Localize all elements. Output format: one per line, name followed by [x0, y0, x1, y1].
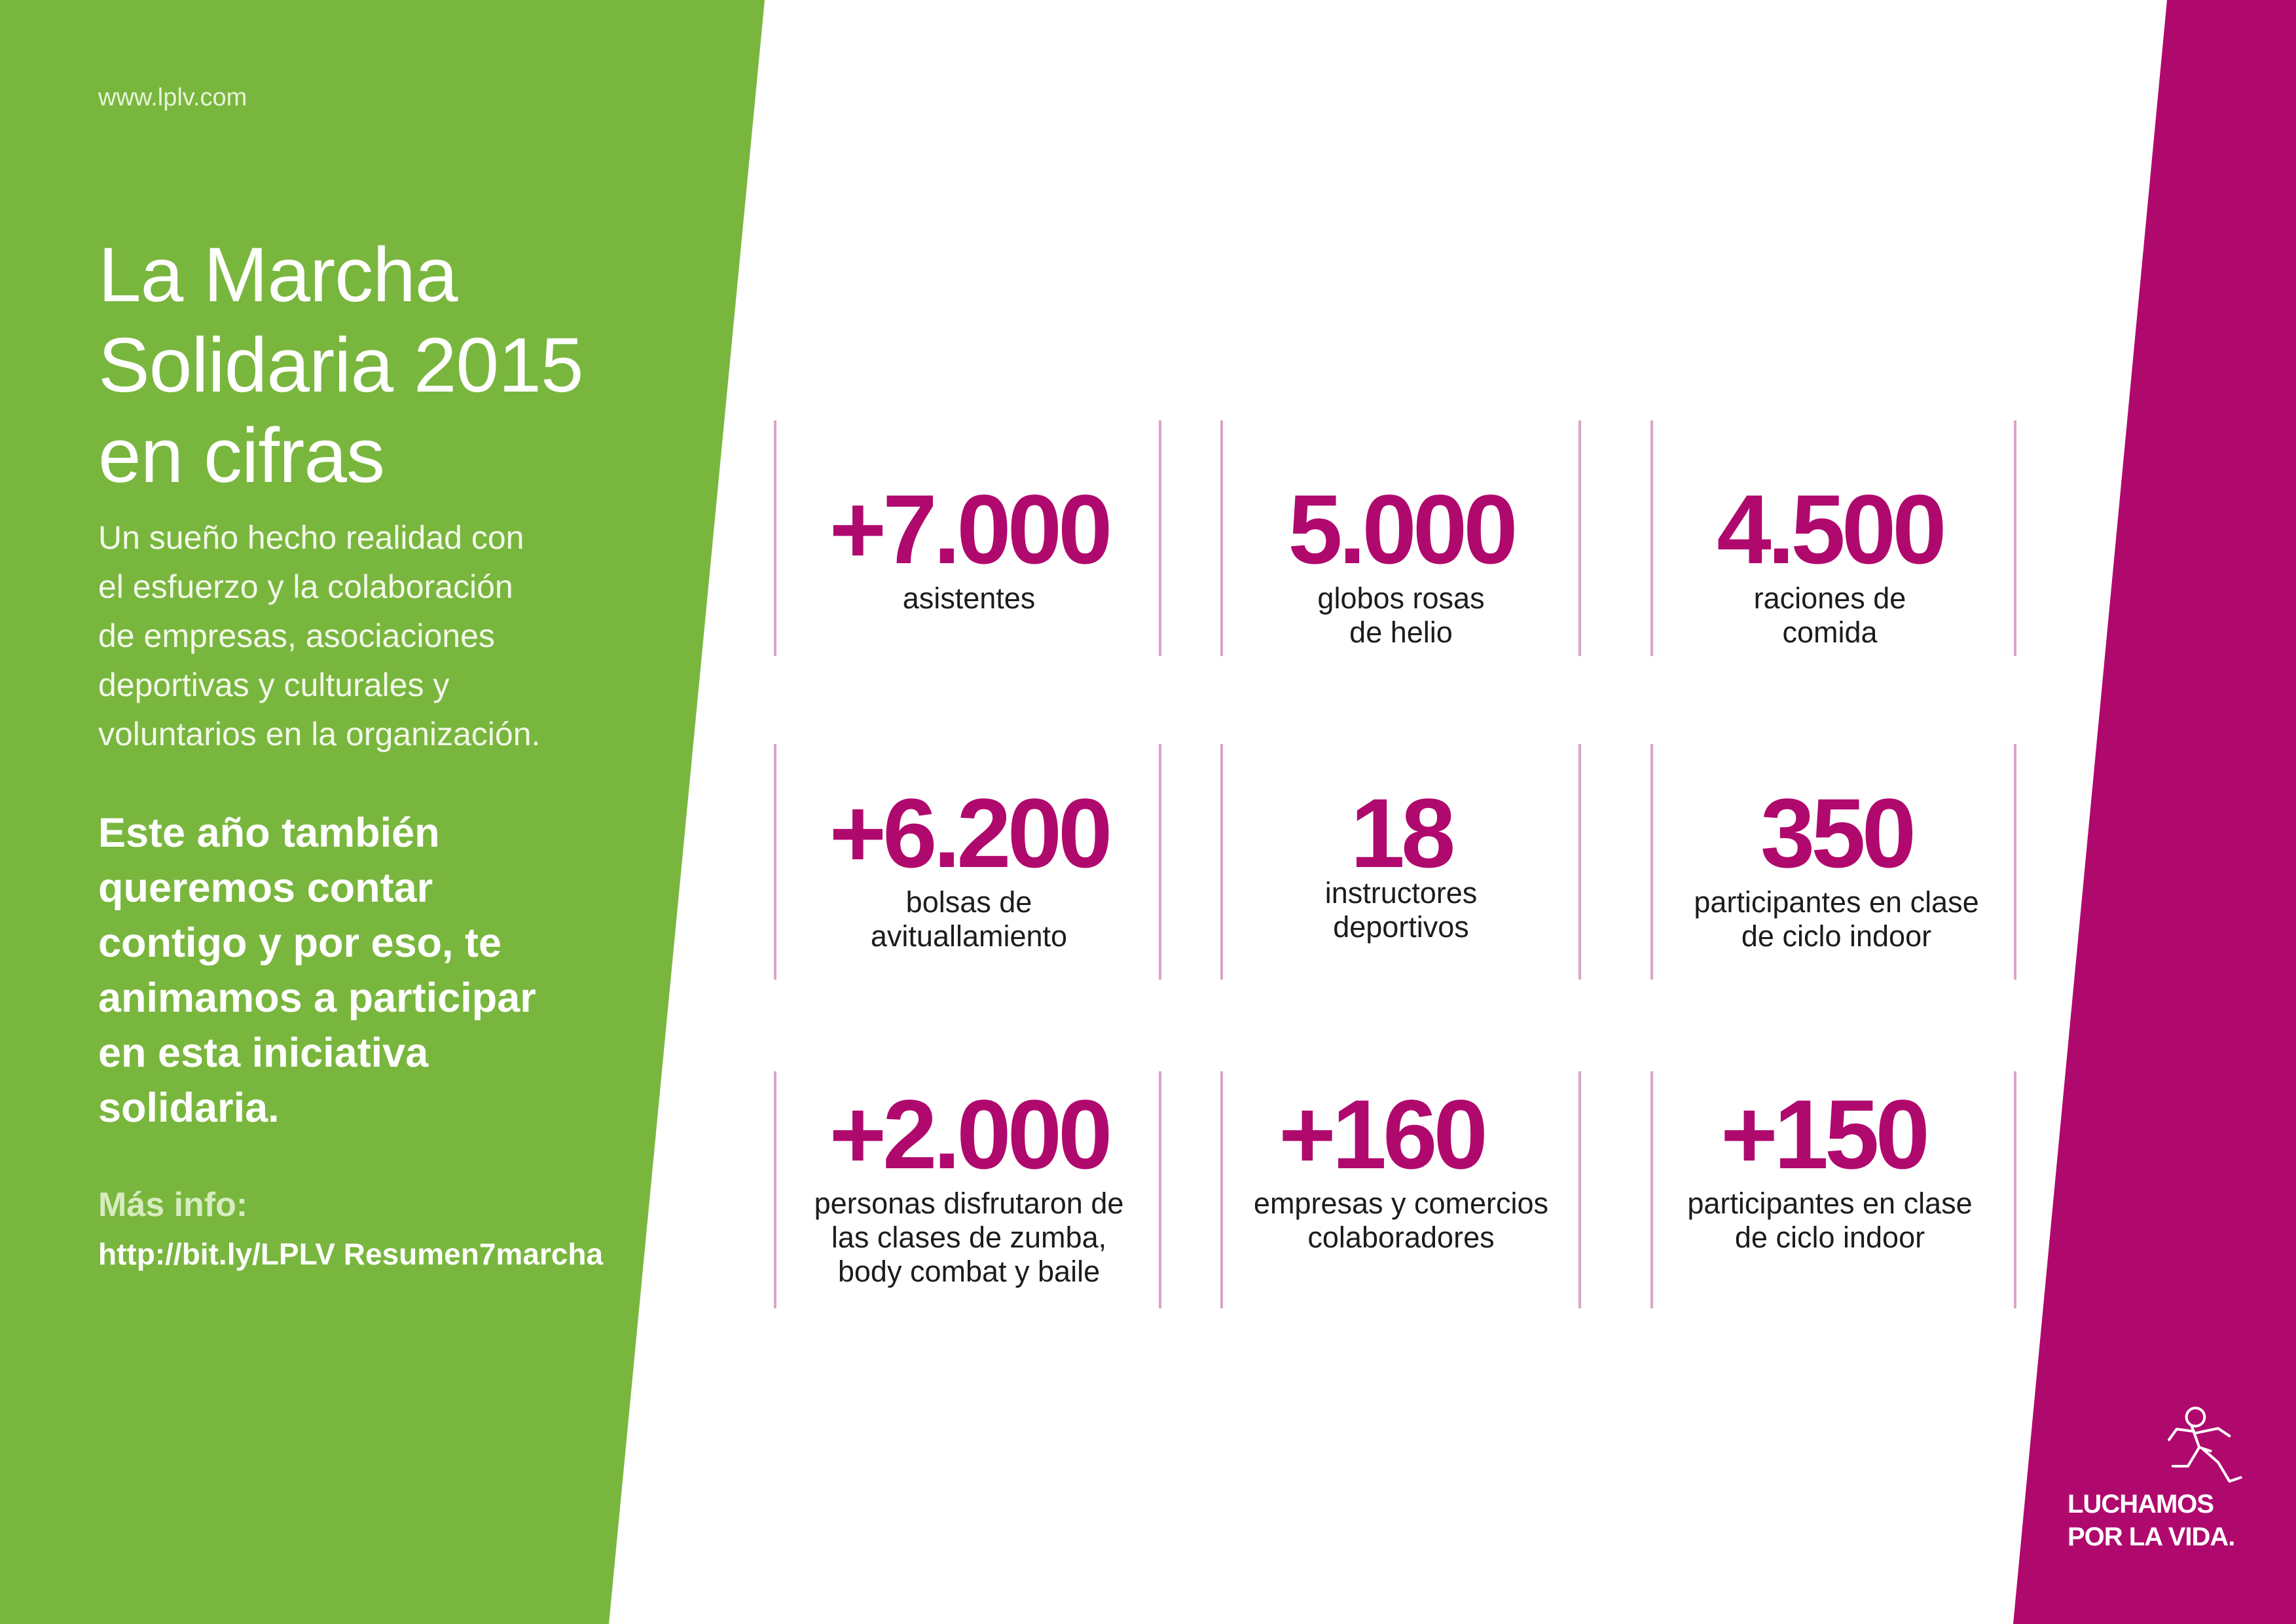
stat-label — [1653, 885, 2020, 953]
stat-cycling-participants — [1653, 778, 2020, 953]
stat-value: +6.200 — [829, 778, 1109, 888]
stat-instructors — [1224, 778, 1578, 944]
stat-cycling-participants-2 — [1653, 1079, 2007, 1255]
more-info-link[interactable]: http://bit.ly/LPLV Resumen7marcha — [98, 1237, 604, 1271]
separator — [1159, 420, 1161, 656]
stat-label-line: avituallamiento — [870, 919, 1068, 953]
stat-supply-bags — [786, 778, 1152, 953]
stat-value: +150 — [1721, 1079, 1926, 1189]
stat-label — [1224, 1187, 1578, 1255]
cta-line: en esta iniciativa — [98, 1030, 429, 1076]
stat-value: +160 — [1279, 1079, 1484, 1189]
stat-label-line: asistentes — [902, 581, 1036, 615]
stat-label-line: de helio — [1349, 616, 1453, 649]
stat-label-line: instructores — [1324, 876, 1478, 910]
separator — [1578, 1071, 1581, 1308]
cta-line: Este año también — [98, 810, 440, 856]
stat-label-line: personas disfrutaron de — [814, 1187, 1124, 1220]
intro-line: de empresas, asociaciones — [98, 618, 495, 654]
stat-companies — [1224, 1079, 1578, 1255]
stat-value: +7.000 — [829, 474, 1109, 584]
cta-line: solidaria. — [98, 1085, 280, 1131]
stat-label-line: deportivos — [1333, 910, 1469, 944]
stat-label-line: colaboradores — [1307, 1221, 1495, 1254]
separator — [774, 1071, 776, 1308]
stat-class-attendees — [786, 1079, 1152, 1289]
title-line: La Marcha — [98, 232, 458, 319]
separator — [2014, 420, 2016, 656]
cta-line: contigo y por eso, te — [98, 920, 502, 966]
stat-label-line: empresas y comercios — [1253, 1187, 1549, 1220]
stat-label-line: participantes en clase — [1687, 1187, 1973, 1220]
stat-label — [786, 1187, 1152, 1289]
stat-label-line: participantes en clase — [1694, 885, 1979, 919]
separator — [1220, 744, 1223, 980]
intro-line: deportivas y culturales y — [98, 667, 450, 703]
website-url[interactable]: www.lplv.com — [98, 84, 247, 111]
intro-line: el esfuerzo y la colaboración — [98, 568, 513, 605]
stat-label — [1224, 581, 1578, 650]
more-info-label: Más info: — [98, 1186, 248, 1224]
separator — [1220, 420, 1223, 656]
stat-value: 5.000 — [1288, 474, 1514, 584]
stat-attendees — [786, 474, 1152, 616]
running-figure-icon — [2154, 1400, 2252, 1498]
title-line: en cifras — [98, 413, 384, 500]
stat-label-line: las clases de zumba, — [831, 1221, 1107, 1254]
stat-value: 18 — [1350, 778, 1452, 888]
stat-label-line: bolsas de — [905, 885, 1032, 919]
intro-line: voluntarios en la organización. — [98, 716, 541, 752]
logo-line: LUCHAMOS — [2068, 1490, 2214, 1519]
stat-label — [1224, 876, 1578, 944]
brand-logo-text — [2068, 1488, 2234, 1553]
separator — [1159, 744, 1161, 980]
stat-label-line: de ciclo indoor — [1741, 919, 1932, 953]
logo-line: POR LA VIDA. — [2068, 1522, 2235, 1551]
stat-label-line: body combat y baile — [837, 1255, 1101, 1288]
stat-label-line: raciones de — [1753, 581, 1906, 615]
cta-line: queremos contar — [98, 865, 433, 911]
stat-label — [786, 581, 1152, 616]
stat-value: +2.000 — [829, 1079, 1109, 1189]
separator — [1159, 1071, 1161, 1308]
stat-label-line: de ciclo indoor — [1734, 1221, 1925, 1254]
title-line: Solidaria 2015 — [98, 322, 583, 409]
separator — [2014, 1071, 2016, 1308]
stat-balloons — [1224, 474, 1578, 650]
stat-label — [786, 885, 1152, 953]
separator — [1578, 744, 1581, 980]
stat-label — [1653, 1187, 2007, 1255]
stat-meals — [1653, 474, 2007, 650]
separator — [774, 420, 776, 656]
separator — [774, 744, 776, 980]
separator — [1578, 420, 1581, 656]
stat-label — [1653, 581, 2007, 650]
stat-value: 350 — [1760, 778, 1913, 888]
stat-label-line: comida — [1782, 616, 1878, 649]
stat-label-line: globos rosas — [1317, 581, 1485, 615]
intro-line: Un sueño hecho realidad con — [98, 519, 524, 556]
cta-line: animamos a participar — [98, 975, 536, 1021]
stat-value: 4.500 — [1717, 474, 1943, 584]
